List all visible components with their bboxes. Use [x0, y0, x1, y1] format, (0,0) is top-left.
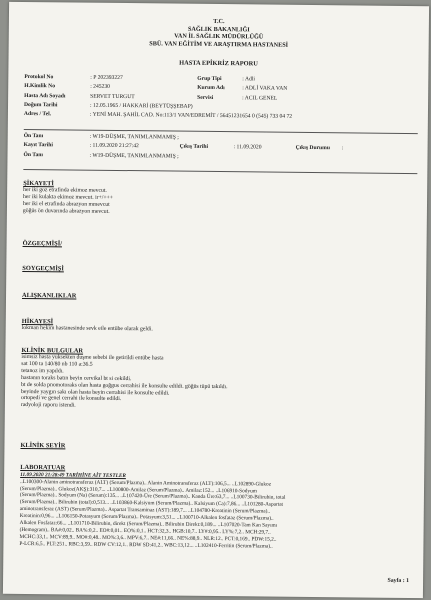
kurum-value: : ADLİ VAKA VAN: [242, 85, 288, 93]
ontani-label: Ön Tanı: [23, 132, 44, 140]
section-ozgecmisi: [23, 240, 419, 251]
kayit-value: : 11.09.2020 21:27:42: [89, 142, 139, 150]
section-soygecmisi: [22, 265, 418, 276]
aliskanliklar-heading: ALIŞKANLIKLAR: [22, 291, 77, 300]
lab-line: (Serum/Plazma).. Sodyum (Na) (Serum):135... ..L107420-Üre (Serum/Plazma).. Kanda Üre:63,7... ..L100730-Bilirubin, total: [19, 492, 286, 502]
protokol-value: : P 202393227: [90, 74, 123, 82]
section-klinik-seyir: [20, 442, 416, 453]
bulgu-line: ortopedi ve genel cerrahi ile konsulte edildi.: [20, 395, 122, 403]
soygecmisi-heading: SOYGEÇMİŞİ: [22, 264, 64, 273]
cikis-label: Çıkış Tarihi: [179, 143, 209, 151]
bulgu-line: isimsiz hasta yuksekten duşme sebebi ile getirildi entübe hasta: [21, 353, 164, 362]
adres-label: Adres / Tel.: [23, 111, 52, 118]
durum-label: Çıkış Durumu: [295, 145, 330, 152]
lab-line: (Serum/Plazma).. Glukoz(AKŞ):310,7... ..L100800-Amilaz (Serum/Plazma).. Amilaz:152... ..L106910-Sodyum: [19, 485, 257, 494]
sikayeti-heading: ŞİKAYETİ: [23, 179, 54, 188]
dogum-label: Doğum Tarihi: [24, 101, 58, 109]
sikayeti-line: her iki kulakta ekimoz mevcut. ir+/+++: [23, 193, 114, 201]
lab-line: (Hemogram).. BA#:0,02.. BA%:0,2.. EO#:0,01.. EO%:0,1.. HCT:32,3.. HGB:10,7.. LY#:0,95.. LY%:7,2.. MCH:29,7..: [19, 526, 271, 536]
lab-line: ..L100300-Alanin aminotransferaz (ALT) (Serum/Plazma).. Alanin Aminotransferaz (ALT):106,5... ..L102890-Glukoz: [20, 478, 272, 488]
divider-mid: [23, 169, 417, 174]
hospital-header: [9, 16, 429, 51]
section-hikayesi: [22, 318, 418, 336]
hikayesi-line: lokman hekim hastanesinde sevk eile entübe olarak geldi.: [21, 324, 153, 333]
ontani2-label: Ön Tanı: [23, 151, 43, 158]
cikis-value: : 11.09.2020: [233, 144, 262, 151]
document-page: [3, 2, 429, 598]
kurum-label: Kurum Adı: [197, 85, 225, 92]
section-sikayeti: [23, 180, 419, 219]
hikayesi-heading: HİKAYESİ: [21, 317, 54, 326]
header-line-tc: T.C.: [213, 17, 225, 26]
lab-line: MCHC:33,1.. MCV:89,9.. MO#:0,48.. MO%:3,6.. MPV:6,7.. NE#:11,66.. NE%:88,9.. NLR:12.. PCT:0,169.. PDW:15,2..: [19, 533, 277, 543]
adres-value: : YENİ MAH. ŞAHİL CAD. No:113/1 VAN/EDREMİT / 56451231654 0 (545) 733 04 72: [89, 111, 293, 120]
bulgu-line: radyoloji raporu istendi.: [20, 402, 76, 409]
bulgu-line: tetanoz im yapıldı.: [21, 367, 64, 375]
klinik-seyir-heading: KLİNİK SEYİR: [20, 441, 66, 450]
servis-value: : ACIL GENEL: [242, 94, 278, 102]
klinik-bulgular-heading: KLİNİK BULGULAR: [21, 346, 84, 355]
bulgu-line: sat 100 ta 140/80 nb 110 a:36.5: [21, 360, 93, 368]
servis-label: Servisi: [197, 94, 214, 101]
header-line-directorate: VAN İL SAĞLIK MÜDÜRLÜĞÜ: [174, 32, 264, 41]
sikayeti-line: her iki goz etrafinda ekimoz mevcut.: [23, 186, 107, 194]
lab-line: Kreatinin:0,96... ..L106150-Potasyum (Serum/Plazma).. Potasyum:3,51... ..L100710-Alkalen fosfataz (Serum/Plazma)..: [19, 513, 274, 522]
lab-line: P-LCR:6,5.. PLT:251.. RBC:3,59.. RDW CV:12,1.. RDW SD:41,2.. WBC:13,12... ..L102410-Ferritin (Serum/Plazma)..: [19, 540, 273, 550]
grup-value: : Adli: [242, 76, 255, 83]
bulgu-line: hastanın toraks batın beyin cervikal bt si cekildi.: [21, 374, 132, 382]
adsoyad-value: SERVET TURGUT: [90, 93, 135, 100]
durum-value: :: [341, 145, 344, 152]
bulgu-line: beyinde yaygın sakı olan hasta beyin cerrahisi ile konsulte edildi.: [20, 388, 170, 397]
page-number: Sayfa : 1: [387, 577, 410, 585]
header-line-ministry: SAĞLIK BAKANLIĞI: [187, 25, 250, 33]
ontani-value: : W19-DÜŞME, TANIMLANMAMIŞ ;: [89, 133, 179, 141]
header-line-hospital: SBÜ. VAN EĞİTİM VE ARAŞTIRMA HASTANESİ: [149, 40, 289, 49]
ontani2-value: : W19-DÜŞME, TANIMLANMAMIŞ ;: [89, 152, 179, 160]
grup-label: Grup Tipi: [197, 75, 222, 83]
laboratuar-heading: LABORATUAR: [20, 463, 66, 472]
visit-info: [23, 133, 423, 165]
lab-line: aminotransferaz (AST) (Serum/Plazma).. Aspartat Transaminaz (AST):189,7... ..L104780-Kreatinin (Serum/Plazma)..: [19, 506, 271, 515]
protokol-label: Protokol No: [24, 73, 54, 81]
sikayeti-line: göğüs ön duvarında abrazyon mevcut.: [22, 207, 110, 215]
kimlik-label: H.Kimlik No: [24, 83, 56, 90]
report-title: HASTA EPİKRİZ RAPORU: [179, 59, 258, 68]
lab-line: (Serum/Plazma).. Bilirubin (total):0,513... ..L103860-Kalsiyum (Serum/Plazma).. Kalsiyum (Ca):7,86... ..L101280-Aspartat: [19, 499, 284, 509]
lab-date-line: 11.09.2020 21:28:49 TARİHİNE AİT TESTLER: [20, 471, 126, 479]
dogum-value: : 12.05.1965 / HAKKARİ (BEYTÜŞŞEBAP): [89, 102, 193, 110]
kimlik-value: : 245230: [90, 83, 110, 91]
bulgu-line: bt de solda pnomotoraks olan hasta goğgus cerrahisi ile konsulte edildi. göğüs tüpü takıldı.: [21, 381, 228, 390]
section-klinik-bulgular: [21, 347, 418, 413]
section-laboratuar: [19, 465, 418, 552]
adsoyad-label: Hasta Adı Soyadı: [24, 92, 66, 100]
kayit-label: Kayıt Tarihi: [23, 142, 54, 149]
sikayeti-line: her iki el etrafinda abrazyon mmevcut: [22, 200, 110, 208]
lab-line: Alkalen Fosfataz:66... ..L101710-Bilirubin, direkt (Serum/Plazma).. Bilirubin Direkt:0,189... ..L107020-Tam Kan Sayımı: [19, 519, 278, 529]
section-aliskanliklar: [22, 292, 418, 303]
ozgecmisi-heading: ÖZGEÇMİŞİ/: [22, 239, 63, 248]
patient-info: [24, 74, 424, 125]
